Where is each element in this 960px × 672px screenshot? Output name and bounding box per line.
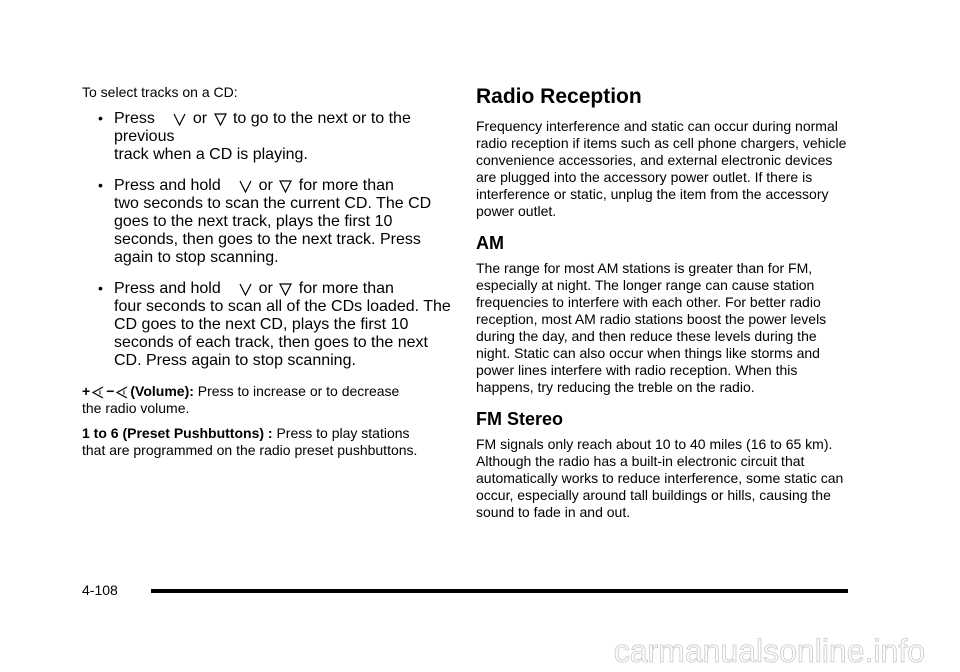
am-heading: AM xyxy=(476,233,504,253)
fm-stereo-text: FM signals only reach about 10 to 40 miles (16 to 65 km). Although the radio has a built-in electronic circuit that automatically works to reduce interference, some static can occur, especially around tall buildings or hills, causing the sound to fade in and out. xyxy=(476,436,844,520)
radio-reception-heading: Radio Reception xyxy=(476,85,642,108)
volume-label: (Volume): xyxy=(130,383,194,399)
right-column xyxy=(476,84,848,521)
radio-reception-text: Frequency interference and static can occur during normal radio reception if items such as cell phone chargers, vehicle convenience accessories, and external electronic devices are plugged into the accessory power outlet. If there is interference or static, unplug the item from the accessory power outlet. xyxy=(476,118,847,219)
fm-stereo-heading: FM Stereo xyxy=(476,409,564,429)
press-text: Press and hold xyxy=(114,280,221,297)
bullet-text: four seconds to scan all of the CDs loaded. The CD goes to the next CD, plays the first 10 seconds of each track, then goes to the next CD. Press again to stop scanning. xyxy=(114,298,451,369)
bullet-dot: • xyxy=(98,177,103,193)
am-text: The range for most AM stations is greater than for FM, especially at night. The longer range can cause station frequencies to interfere with each other. For better radio reception, most AM radio stations boost the power levels during the day, and then reduce these levels during the night. Static can also occur when things like storms and power lines interfere with radio reception. When this happens, try reducing the treble on the radio. xyxy=(476,260,827,395)
seek-down-icon xyxy=(214,113,227,126)
seek-up-icon xyxy=(239,283,252,296)
cd-tracks-intro: To select tracks on a CD: xyxy=(82,84,238,100)
press-text: Press and hold xyxy=(114,177,221,194)
presets-label: 1 to 6 (Preset Pushbuttons) : xyxy=(82,425,273,441)
press-text: Press xyxy=(114,110,155,127)
seek-up-icon xyxy=(239,180,252,193)
volume-icon xyxy=(116,386,128,399)
volume-description: + − (Volume): Press to increase or to decrease the radio volume. xyxy=(82,383,400,416)
seek-down-icon xyxy=(279,283,292,296)
bullet-dot: • xyxy=(98,280,103,296)
list-item: • Press and hold or for more than four seconds to scan all of the CDs loaded. The CD goes to the next CD, plays the first 10 seconds of each track, then goes to the next CD. Press again to stop scanning. xyxy=(98,280,451,369)
seek-down-icon xyxy=(279,180,292,193)
bullet-text: track when a CD is playing. xyxy=(114,146,308,163)
list-item: • Press or to go to the next or to the previous track when a CD is playing. xyxy=(98,110,411,163)
presets-description: 1 to 6 (Preset Pushbuttons) : Press to play stations that are programmed on the radio preset pushbuttons. xyxy=(82,425,418,458)
left-column xyxy=(82,84,452,467)
volume-icon xyxy=(92,386,104,399)
list-item: • Press and hold or for more than two seconds to scan the current CD. The CD goes to the next track, plays the first 10 seconds, then goes to the next track. Press again to stop scanning. xyxy=(98,177,432,266)
seek-up-icon xyxy=(173,113,186,126)
footer-rule xyxy=(151,589,848,593)
page-number: 4-108 xyxy=(82,582,118,598)
bullet-dot: • xyxy=(98,110,103,126)
watermark-text: carmanualsonline.info xyxy=(613,633,925,669)
bullet-text: two seconds to scan the current CD. The CD goes to the next track, plays the first 10 seconds, then goes to the next track. Press again to stop scanning. xyxy=(114,195,432,266)
